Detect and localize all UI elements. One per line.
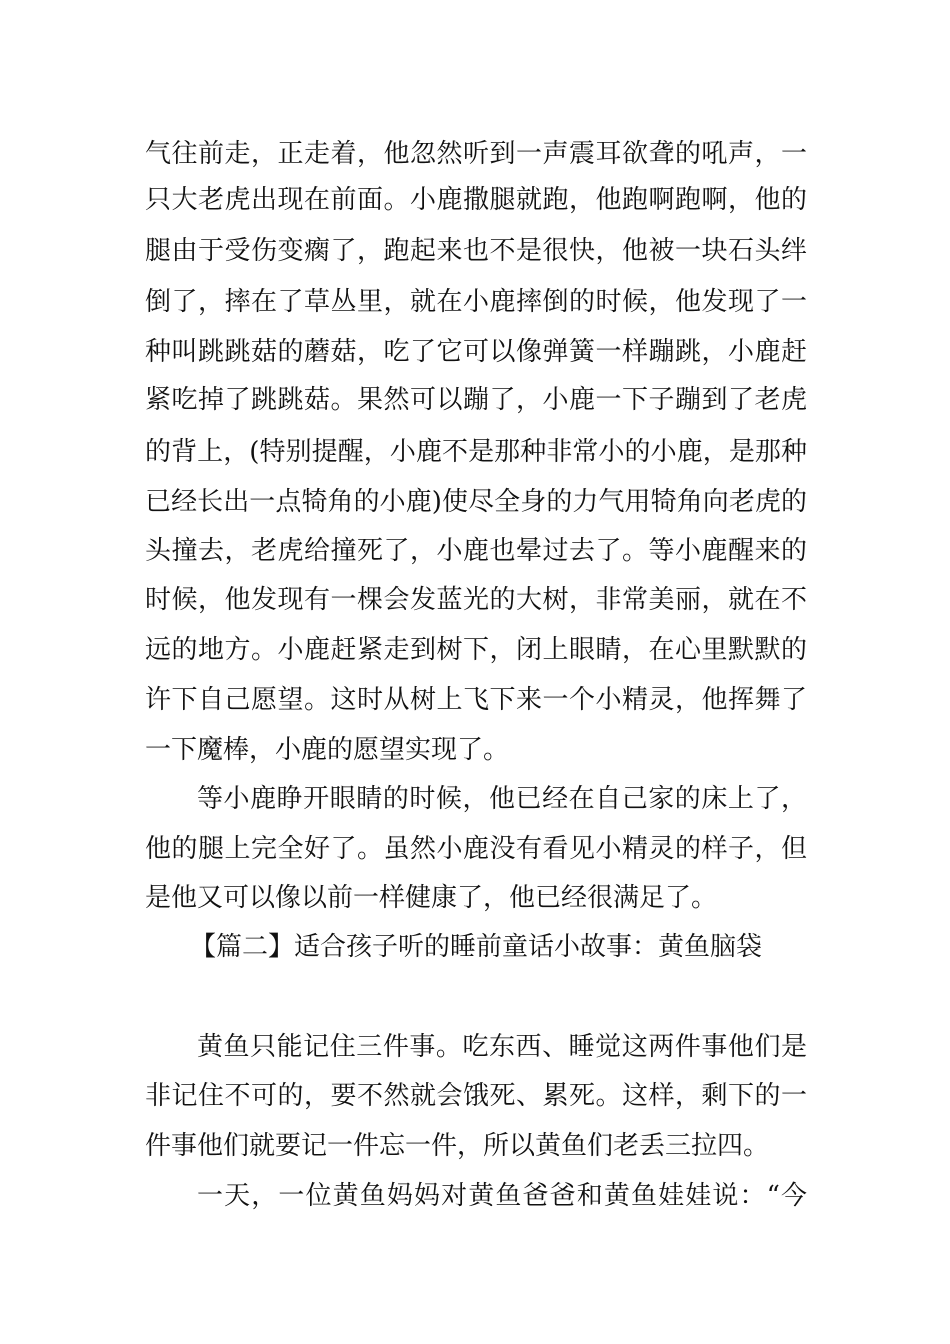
- text-line: 时候，他发现有一棵会发蓝光的大树，非常美丽，就在不: [145, 585, 807, 615]
- text-line: 一天，一位黄鱼妈妈对黄鱼爸爸和黄鱼娃娃说：“今: [197, 1181, 807, 1211]
- text-line: 腿由于受伤变瘸了，跑起来也不是很快，他被一块石头绊: [145, 236, 807, 266]
- text-line: 紧吃掉了跳跳菇。果然可以蹦了，小鹿一下子蹦到了老虎: [145, 385, 807, 415]
- text-line: 等小鹿睁开眼睛的时候，他已经在自己家的床上了，: [197, 784, 807, 814]
- text-line: 一下魔棒，小鹿的愿望实现了。: [145, 735, 510, 765]
- text-line: 已经长出一点犄角的小鹿)使尽全身的力气用犄角向老虎的: [145, 487, 807, 517]
- text-line: 倒了，摔在了草丛里，就在小鹿摔倒的时候，他发现了一: [145, 287, 807, 317]
- text-line: 件事他们就要记一件忘一件，所以黄鱼们老丢三拉四。: [145, 1131, 770, 1161]
- text-line: 气往前走，正走着，他忽然听到一声震耳欲聋的吼声，一: [145, 139, 807, 169]
- text-line: 只大老虎出现在前面。小鹿撒腿就跑，他跑啊跑啊，他的: [145, 185, 807, 215]
- text-line: 黄鱼只能记住三件事。吃东西、睡觉这两件事他们是: [197, 1032, 807, 1062]
- text-line: 他的腿上完全好了。虽然小鹿没有看见小精灵的样子，但: [145, 834, 807, 864]
- text-line: 远的地方。小鹿赶紧走到树下，闭上眼睛，在心里默默的: [145, 635, 807, 665]
- text-line: 头撞去，老虎给撞死了，小鹿也晕过去了。等小鹿醒来的: [145, 536, 807, 566]
- text-line: 是他又可以像以前一样健康了，他已经很满足了。: [145, 883, 718, 913]
- text-line: 的背上，(特别提醒，小鹿不是那种非常小的小鹿，是那种: [145, 437, 807, 467]
- text-line: 非记住不可的，要不然就会饿死、累死。这样，剩下的一: [145, 1081, 807, 1111]
- text-line: 种叫跳跳菇的蘑菇，吃了它可以像弹簧一样蹦跳，小鹿赶: [145, 337, 807, 367]
- section-heading: 【篇二】适合孩子听的睡前童话小故事：黄鱼脑袋: [189, 932, 762, 962]
- text-line: 许下自己愿望。这时从树上飞下来一个小精灵，他挥舞了: [145, 685, 807, 715]
